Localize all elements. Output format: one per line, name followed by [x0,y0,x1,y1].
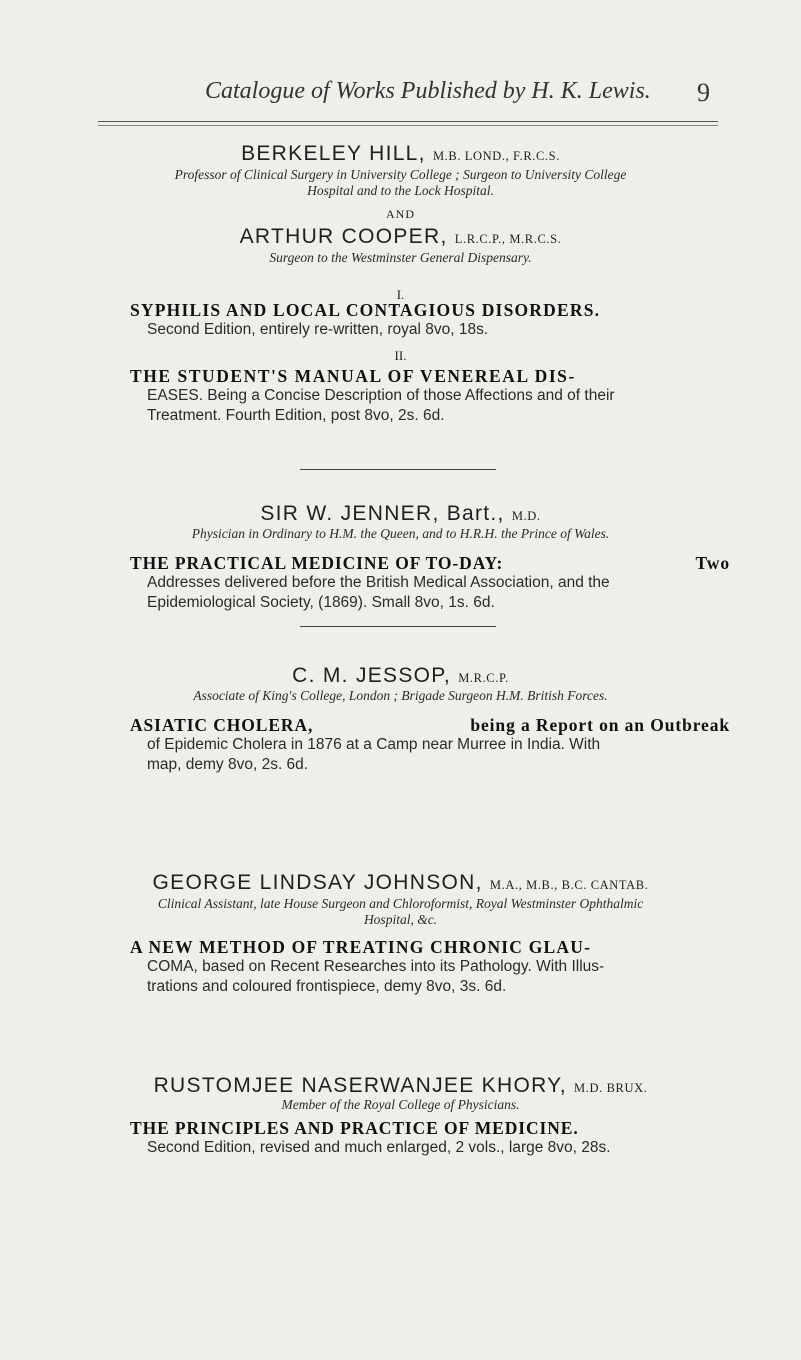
work-details-cont: Epidemiological Society, (1869). Small 8vo, 1s. 6d. [147,594,495,611]
coauthor-heading [0,225,801,249]
coauthor-affiliation: Surgeon to the Westminster General Dispensary. [269,250,532,265]
author-degrees: M.D. [511,509,541,523]
section-divider [300,626,496,627]
work-number: II. [394,348,407,363]
author-name: C. M. JESSOP, [292,664,452,687]
author-degrees: M.R.C.P. [458,671,509,685]
work-details: COMA, based on Recent Researches into its Pathology. With Illus- [147,958,605,975]
section-divider [300,469,496,470]
author-affiliation-cont: Hospital, &c. [363,912,438,927]
work-title-rest: being a Report on an Outbreak [470,715,730,735]
author-degrees: M.B. LOND., F.R.C.S. [432,149,560,163]
author-heading [0,871,801,895]
work-details-cont: trations and coloured frontispiece, demy 8vo, 3s. 6d. [147,978,507,995]
work-details: Addresses delivered before the British Medical Association, and the [147,574,610,591]
work-number: I. [396,287,405,302]
author-name: BERKELEY HILL, [241,142,426,165]
work-entry [130,300,730,340]
author-degrees: M.A., M.B., B.C. CANTAB. [489,878,649,892]
work-title: SYPHILIS AND LOCAL CONTAGIOUS DISORDERS. [130,300,601,320]
work-details-cont: Treatment. Fourth Edition, post 8vo, 2s. 6d. [147,407,445,424]
work-title-line [130,553,730,573]
work-title-line [130,715,730,735]
author-affiliation: Associate of King's College, London ; Brigade Surgeon H.M. British Forces. [193,688,608,703]
work-entry [130,715,730,775]
work-entry [130,366,730,426]
author-name: SIR W. JENNER, Bart., [260,502,505,525]
work-entry [130,937,730,997]
work-title: A NEW METHOD OF TREATING CHRONIC GLAU- [130,937,592,957]
work-title: THE PRACTICAL MEDICINE OF TO-DAY: [130,553,504,573]
author-heading [0,142,801,166]
coauthor-degrees: L.R.C.P., M.R.C.S. [454,232,562,246]
work-title-rest: Two [695,553,730,573]
work-title: ASIATIC CHOLERA, [130,715,314,735]
header-rule [98,121,718,122]
author-name: RUSTOMJEE NASERWANJEE KHORY, [153,1074,567,1097]
author-heading [0,1074,801,1098]
author-heading [0,502,801,526]
running-header-title: Catalogue of Works Published by H. K. Lewis. [205,78,651,104]
author-name: GEORGE LINDSAY JOHNSON, [152,871,483,894]
page-number: 9 [697,78,710,107]
author-affiliation-cont: Hospital and to the Lock Hospital. [307,183,494,198]
author-affiliation: Clinical Assistant, late House Surgeon and Chloroformist, Royal Westminster Ophthalmic [157,896,644,911]
work-title: THE STUDENT'S MANUAL OF VENEREAL DIS- [130,366,576,386]
coauthor-name: ARTHUR COOPER, [239,225,448,248]
author-degrees: M.D. BRUX. [574,1081,648,1095]
work-details-cont: map, demy 8vo, 2s. 6d. [147,756,309,773]
work-details: Second Edition, revised and much enlarged, 2 vols., large 8vo, 28s. [147,1139,611,1156]
author-affiliation: Member of the Royal College of Physicians. [281,1097,520,1112]
work-entry [130,553,730,613]
work-details: EASES. Being a Concise Description of those Affections and of their [147,387,615,404]
work-entry [130,1118,730,1158]
conjunction: AND [386,207,415,221]
work-details: of Epidemic Cholera in 1876 at a Camp near Murree in India. With [147,736,601,753]
work-title: THE PRINCIPLES AND PRACTICE OF MEDICINE. [130,1118,579,1138]
work-details: Second Edition, entirely re-written, royal 8vo, 18s. [147,321,489,338]
author-affiliation: Professor of Clinical Surgery in University College ; Surgeon to University College [174,167,627,182]
header-rule-thin [98,125,718,126]
author-affiliation: Physician in Ordinary to H.M. the Queen, and to H.R.H. the Prince of Wales. [191,526,610,541]
author-heading [0,664,801,688]
